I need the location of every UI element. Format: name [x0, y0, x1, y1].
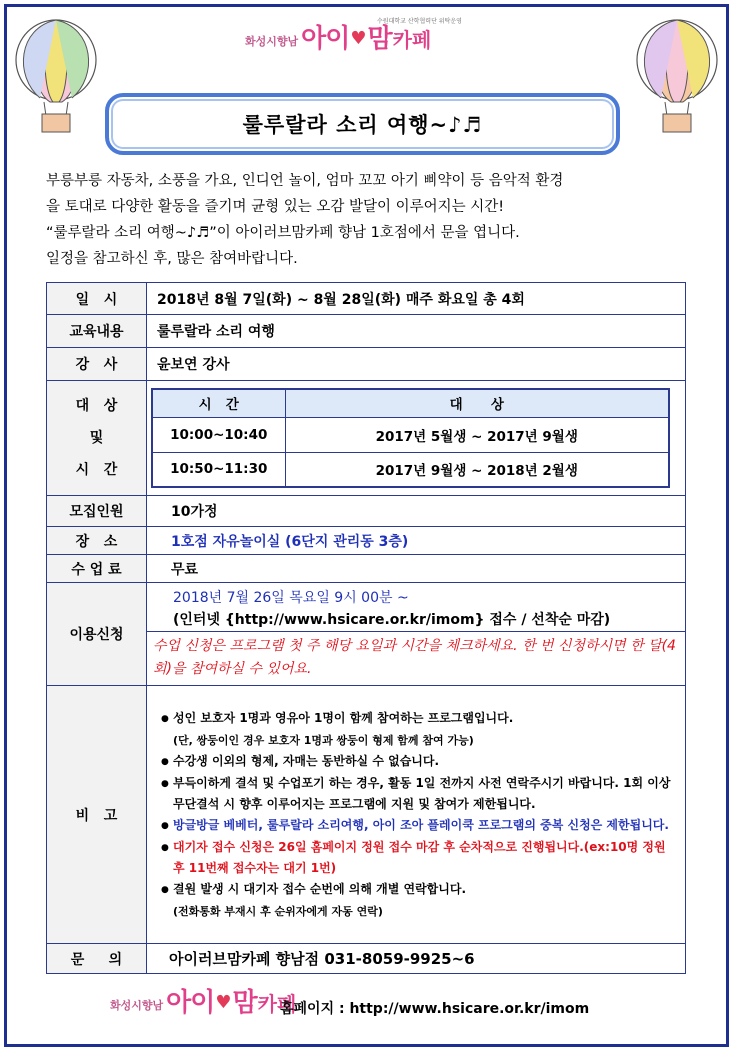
page-title: 룰루랄라 소리 여행~♪♬ — [242, 113, 483, 137]
apply-date: 2018년 7월 26일 목요일 9시 00분 ~ — [173, 590, 409, 606]
table-row — [47, 348, 686, 381]
apply-note: 수업 신청은 프로그램 첫 주 해당 요일과 시간을 체크하세요. 한 번 신청하시면 한 달(4회)을 참여하실 수 있어요. — [147, 631, 685, 685]
fee-value: 무료 — [147, 555, 686, 583]
notes-item — [161, 773, 679, 815]
date-value: 2018년 8월 7일(화) ~ 8월 28일(화) 매주 화요일 총 4회 — [147, 283, 686, 315]
schedule-row — [152, 452, 669, 487]
target-label-line: 및 — [89, 430, 104, 446]
recruit-label: 모집인원 — [47, 496, 147, 527]
schedule-cell — [147, 381, 686, 496]
contact-label: 문 의 — [47, 944, 147, 974]
notes-cell — [147, 686, 686, 944]
logo-aii: 아이 — [166, 988, 215, 1018]
intro-text — [46, 168, 696, 272]
notes-sub: (전화통화 부재시 후 순위자에게 자동 연락) — [173, 904, 383, 918]
notes-text: 대기자 접수 신청은 26일 홈페이지 정원 접수 마감 후 순차적으로 진행됩니다.(ex:10명 정원 후 11번째 접수자는 대기 1번) — [173, 839, 666, 875]
table-row — [47, 527, 686, 555]
notes-item — [161, 751, 679, 773]
bullet-icon: ● — [161, 713, 169, 724]
target-label-line: 대 상 — [75, 398, 118, 414]
schedule-row — [152, 417, 669, 452]
notes-item — [161, 837, 679, 879]
place-value: 1호점 자유놀이실 (6단지 관리동 3층) — [147, 527, 686, 555]
notes-text: 수강생 이외의 형제, 자매는 동반하실 수 없습니다. — [173, 753, 440, 768]
bullet-icon: ● — [161, 820, 169, 831]
bullet-icon: ● — [161, 884, 169, 895]
logo-cafe: 카페 — [257, 992, 297, 1016]
table-row — [47, 315, 686, 348]
hot-air-balloon-icon — [631, 18, 723, 138]
cafe-logo — [245, 18, 462, 55]
logo-prefix: 화성시향남 — [245, 35, 299, 48]
table-row — [47, 496, 686, 527]
logo-sub: 수원대학교 산학협력단 위탁운영 — [377, 18, 462, 25]
logo-cafe: 카페 — [392, 28, 432, 52]
apply-box — [147, 583, 685, 631]
info-table — [46, 282, 686, 974]
notes-text: 방글방글 베베터, 룰루랄라 소리여행, 아이 조아 플레이쿡 프로그램의 중복 신청은 제한됩니다. — [173, 817, 669, 832]
logo-mam: 맘 — [367, 24, 393, 54]
program-label: 교육내용 — [47, 315, 147, 348]
apply-cell — [147, 583, 686, 686]
program-value: 룰루랄라 소리 여행 — [147, 315, 686, 348]
fee-label: 수 업 료 — [47, 555, 147, 583]
bullet-icon: ● — [161, 842, 169, 853]
title-box — [105, 93, 620, 155]
table-row — [47, 686, 686, 944]
heart-icon: ♥ — [215, 992, 232, 1013]
intro-line: 일정을 참고하신 후, 많은 참여바랍니다. — [46, 251, 298, 267]
table-row — [47, 381, 686, 496]
place-label: 장 소 — [47, 527, 147, 555]
apply-url: (인터넷 {http://www.hsicare.or.kr/imom} 접수 / 선착순 마감) — [173, 612, 611, 628]
target-label — [47, 381, 147, 496]
table-row — [47, 283, 686, 315]
target-label-line: 시 간 — [75, 462, 118, 478]
heart-icon: ♥ — [350, 28, 367, 49]
logo-mam: 맘 — [232, 988, 258, 1018]
contact-value: 아이러브맘카페 향남점 031-8059-9925~6 — [147, 944, 686, 974]
schedule-header-target: 대 상 — [285, 389, 669, 417]
logo-prefix: 화성시향남 — [110, 999, 164, 1012]
schedule-header-row — [152, 389, 669, 417]
notes-item — [161, 708, 679, 730]
homepage-link[interactable]: 홈페이지 : http://www.hsicare.or.kr/imom — [280, 1001, 590, 1017]
schedule-table — [151, 388, 670, 488]
instructor-value: 윤보연 강사 — [147, 348, 686, 381]
schedule-time: 10:50~11:30 — [152, 452, 285, 487]
intro-line: “룰루랄라 소리 여행~♪♬”이 아이러브맘카페 향남 1호점에서 문을 엽니다. — [46, 225, 520, 241]
notes-item — [161, 879, 679, 901]
instructor-label: 강 사 — [47, 348, 147, 381]
apply-label: 이용신청 — [47, 583, 147, 686]
recruit-value: 10가정 — [147, 496, 686, 527]
logo-aii: 아이 — [301, 24, 350, 54]
bullet-icon: ● — [161, 756, 169, 767]
notes-text: 성인 보호자 1명과 영유아 1명이 함께 참여하는 프로그램입니다. — [173, 710, 514, 725]
notes-sub: (단, 쌍둥이인 경우 보호자 1명과 쌍둥이 형제 함께 참여 가능) — [173, 733, 474, 747]
notes-list — [147, 706, 685, 924]
cafe-logo — [110, 982, 296, 1019]
schedule-header-time: 시 간 — [152, 389, 285, 417]
table-row — [47, 583, 686, 686]
hot-air-balloon-icon — [10, 18, 102, 138]
notes-label: 비 고 — [47, 686, 147, 944]
table-row — [47, 555, 686, 583]
intro-line: 을 토대로 다양한 활동을 즐기며 균형 있는 오감 발달이 이루어지는 시간! — [46, 199, 505, 215]
schedule-target: 2017년 9월생 ~ 2018년 2월생 — [285, 452, 669, 487]
notes-item — [161, 815, 679, 837]
date-label: 일 시 — [47, 283, 147, 315]
bullet-icon: ● — [161, 778, 169, 789]
schedule-time: 10:00~10:40 — [152, 417, 285, 452]
intro-line: 부릉부릉 자동차, 소풍을 가요, 인디언 놀이, 엄마 꼬꼬 아기 삐약이 등 음악적 환경 — [46, 173, 564, 189]
schedule-target: 2017년 5월생 ~ 2017년 9월생 — [285, 417, 669, 452]
notes-text: 부득이하게 결석 및 수업포기 하는 경우, 활동 1일 전까지 사전 연락주시기 바랍니다. 1회 이상 무단결석 시 향후 이루어지는 프로그램에 지원 및 참여가 제한됩니다. — [173, 775, 671, 811]
table-row — [47, 944, 686, 974]
notes-text: 결원 발생 시 대기자 접수 순번에 의해 개별 연락합니다. — [173, 881, 467, 896]
